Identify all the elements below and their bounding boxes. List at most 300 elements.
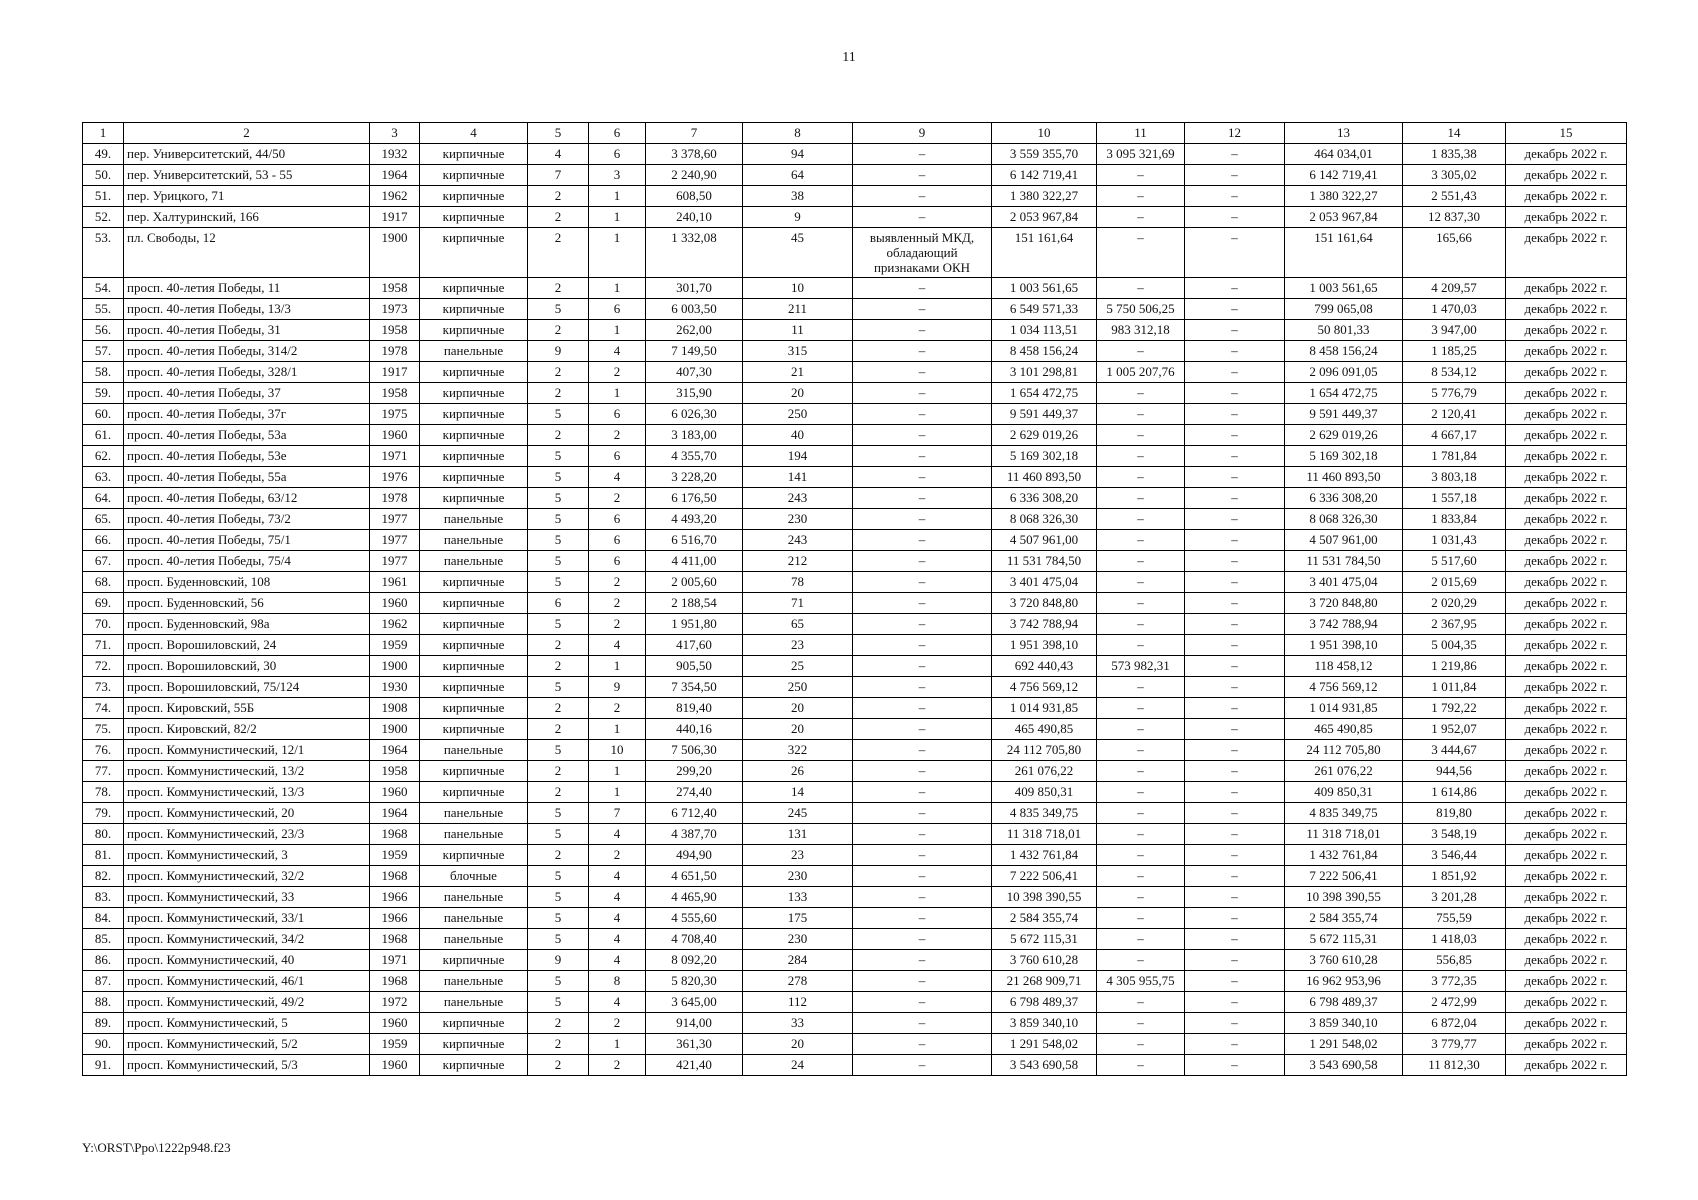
table-cell: – bbox=[1185, 677, 1285, 698]
table-cell: – bbox=[1097, 950, 1185, 971]
table-cell: – bbox=[1097, 425, 1185, 446]
table-cell: – bbox=[1097, 1055, 1185, 1076]
table-cell: 50. bbox=[83, 165, 124, 186]
table-cell: 51. bbox=[83, 186, 124, 207]
table-cell: 1968 bbox=[370, 971, 420, 992]
table-cell: 5 517,60 bbox=[1403, 551, 1506, 572]
table-cell: 3 201,28 bbox=[1403, 887, 1506, 908]
table-cell: 45 bbox=[743, 228, 853, 278]
table-cell: 24 bbox=[743, 1055, 853, 1076]
address-cell: просп. Коммунистический, 3 bbox=[124, 845, 370, 866]
table-cell: 2 bbox=[528, 719, 589, 740]
table-cell: 26 bbox=[743, 761, 853, 782]
table-cell: 4 bbox=[589, 887, 646, 908]
table-cell: 1962 bbox=[370, 186, 420, 207]
table-cell: 89. bbox=[83, 1013, 124, 1034]
table-cell: декабрь 2022 г. bbox=[1506, 614, 1627, 635]
table-cell: – bbox=[1097, 383, 1185, 404]
table-cell: 4 835 349,75 bbox=[992, 803, 1097, 824]
table-cell: – bbox=[1097, 677, 1185, 698]
table-cell: кирпичные bbox=[420, 950, 528, 971]
table-cell: – bbox=[853, 656, 992, 677]
table-cell: – bbox=[1185, 1013, 1285, 1034]
table-cell: кирпичные bbox=[420, 228, 528, 278]
table-cell: 6 872,04 bbox=[1403, 1013, 1506, 1034]
table-cell: 1 951 398,10 bbox=[1285, 635, 1403, 656]
table-cell: 2 bbox=[528, 698, 589, 719]
address-cell: просп. Коммунистический, 32/2 bbox=[124, 866, 370, 887]
table-cell: – bbox=[853, 446, 992, 467]
table-cell: кирпичные bbox=[420, 782, 528, 803]
table-cell: – bbox=[1185, 656, 1285, 677]
table-cell: – bbox=[1185, 446, 1285, 467]
table-cell: 4 507 961,00 bbox=[1285, 530, 1403, 551]
table-cell: – bbox=[1185, 228, 1285, 278]
table-row bbox=[83, 635, 1627, 656]
table-cell: 1977 bbox=[370, 509, 420, 530]
table-cell: 5 bbox=[528, 509, 589, 530]
table-cell: 4 bbox=[589, 908, 646, 929]
table-row bbox=[83, 488, 1627, 509]
table-cell: 11 531 784,50 bbox=[992, 551, 1097, 572]
header-cell: 14 bbox=[1403, 123, 1506, 144]
table-header-row bbox=[83, 123, 1627, 144]
table-cell: – bbox=[853, 404, 992, 425]
address-cell: просп. 40-летия Победы, 328/1 bbox=[124, 362, 370, 383]
table-cell: 5 bbox=[528, 572, 589, 593]
table-cell: – bbox=[853, 425, 992, 446]
table-cell: декабрь 2022 г. bbox=[1506, 971, 1627, 992]
table-cell: 2 bbox=[528, 761, 589, 782]
table-cell: 66. bbox=[83, 530, 124, 551]
table-cell: 1966 bbox=[370, 887, 420, 908]
table-cell: – bbox=[1097, 761, 1185, 782]
table-cell: кирпичные bbox=[420, 446, 528, 467]
table-cell: 1 011,84 bbox=[1403, 677, 1506, 698]
address-cell: пер. Университетский, 53 - 55 bbox=[124, 165, 370, 186]
table-cell: 11 318 718,01 bbox=[1285, 824, 1403, 845]
address-cell: просп. Ворошиловский, 75/124 bbox=[124, 677, 370, 698]
table-cell: 1930 bbox=[370, 677, 420, 698]
address-cell: просп. Коммунистический, 33/1 bbox=[124, 908, 370, 929]
table-cell: 3 401 475,04 bbox=[1285, 572, 1403, 593]
table-cell: 1961 bbox=[370, 572, 420, 593]
table-cell: 3 401 475,04 bbox=[992, 572, 1097, 593]
address-cell: просп. 40-летия Победы, 55а bbox=[124, 467, 370, 488]
address-cell: просп. 40-летия Победы, 37г bbox=[124, 404, 370, 425]
table-cell: панельные bbox=[420, 740, 528, 761]
table-cell: – bbox=[1097, 719, 1185, 740]
table-cell: 1958 bbox=[370, 320, 420, 341]
table-cell: 819,40 bbox=[646, 698, 743, 719]
table-cell: 5 bbox=[528, 866, 589, 887]
address-cell: просп. Кировский, 55Б bbox=[124, 698, 370, 719]
table-cell: 692 440,43 bbox=[992, 656, 1097, 677]
table-cell: 2 bbox=[528, 320, 589, 341]
table-cell: 5 bbox=[528, 467, 589, 488]
table-cell: 61. bbox=[83, 425, 124, 446]
table-cell: 5 004,35 bbox=[1403, 635, 1506, 656]
table-cell: 4 555,60 bbox=[646, 908, 743, 929]
table-cell: 230 bbox=[743, 509, 853, 530]
table-cell: 315,90 bbox=[646, 383, 743, 404]
table-cell: – bbox=[1185, 887, 1285, 908]
table-cell: 1960 bbox=[370, 782, 420, 803]
table-row bbox=[83, 207, 1627, 228]
table-cell: 4 387,70 bbox=[646, 824, 743, 845]
table-cell: 5 bbox=[528, 740, 589, 761]
table-cell: 11 531 784,50 bbox=[1285, 551, 1403, 572]
table-cell: 23 bbox=[743, 635, 853, 656]
table-cell: 6 336 308,20 bbox=[1285, 488, 1403, 509]
table-cell: 3 183,00 bbox=[646, 425, 743, 446]
table-cell: кирпичные bbox=[420, 761, 528, 782]
table-cell: – bbox=[1097, 635, 1185, 656]
table-cell: 465 490,85 bbox=[992, 719, 1097, 740]
table-cell: 7 222 506,41 bbox=[992, 866, 1097, 887]
table-cell: 112 bbox=[743, 992, 853, 1013]
table-cell: 14 bbox=[743, 782, 853, 803]
table-cell: 8 458 156,24 bbox=[1285, 341, 1403, 362]
table-row bbox=[83, 467, 1627, 488]
address-cell: просп. Коммунистический, 5/2 bbox=[124, 1034, 370, 1055]
table-cell: 1959 bbox=[370, 635, 420, 656]
table-row bbox=[83, 887, 1627, 908]
table-cell: – bbox=[1097, 845, 1185, 866]
table-cell: 243 bbox=[743, 530, 853, 551]
table-cell: 3 760 610,28 bbox=[992, 950, 1097, 971]
table-cell: 1959 bbox=[370, 1034, 420, 1055]
table-cell: – bbox=[1185, 782, 1285, 803]
table-cell: – bbox=[1185, 740, 1285, 761]
table-cell: 4 bbox=[589, 824, 646, 845]
table-cell: 11 318 718,01 bbox=[992, 824, 1097, 845]
table-cell: 86. bbox=[83, 950, 124, 971]
table-cell: 944,56 bbox=[1403, 761, 1506, 782]
table-cell: 58. bbox=[83, 362, 124, 383]
table-cell: 4 bbox=[589, 866, 646, 887]
table-cell: 3 543 690,58 bbox=[992, 1055, 1097, 1076]
table-cell: 755,59 bbox=[1403, 908, 1506, 929]
table-cell: 4 bbox=[589, 341, 646, 362]
table-cell: 2 015,69 bbox=[1403, 572, 1506, 593]
table-cell: – bbox=[1097, 593, 1185, 614]
table-cell: 2 bbox=[528, 228, 589, 278]
table-cell: 80. bbox=[83, 824, 124, 845]
table-cell: 1908 bbox=[370, 698, 420, 719]
table-row bbox=[83, 299, 1627, 320]
table-cell: кирпичные bbox=[420, 278, 528, 299]
table-row bbox=[83, 509, 1627, 530]
address-cell: пер. Университетский, 44/50 bbox=[124, 144, 370, 165]
table-cell: кирпичные bbox=[420, 572, 528, 593]
table-cell: 2 bbox=[589, 593, 646, 614]
table-cell: – bbox=[1185, 551, 1285, 572]
table-cell: 3 742 788,94 bbox=[1285, 614, 1403, 635]
table-cell: 284 bbox=[743, 950, 853, 971]
table-row bbox=[83, 698, 1627, 719]
table-cell: кирпичные bbox=[420, 320, 528, 341]
table-cell: – bbox=[1097, 992, 1185, 1013]
table-cell: 6 bbox=[589, 509, 646, 530]
table-cell: 1 034 113,51 bbox=[992, 320, 1097, 341]
table-cell: панельные bbox=[420, 551, 528, 572]
table-cell: 5 bbox=[528, 551, 589, 572]
table-cell: 88. bbox=[83, 992, 124, 1013]
table-cell: 1 380 322,27 bbox=[1285, 186, 1403, 207]
table-cell: декабрь 2022 г. bbox=[1506, 320, 1627, 341]
table-cell: 245 bbox=[743, 803, 853, 824]
table-cell: кирпичные bbox=[420, 467, 528, 488]
table-cell: – bbox=[1097, 1013, 1185, 1034]
table-cell: – bbox=[1185, 186, 1285, 207]
table-cell: декабрь 2022 г. bbox=[1506, 509, 1627, 530]
table-cell: 409 850,31 bbox=[1285, 782, 1403, 803]
table-cell: – bbox=[1185, 992, 1285, 1013]
table-cell: 2 bbox=[528, 425, 589, 446]
table-cell: 250 bbox=[743, 677, 853, 698]
header-cell: 13 bbox=[1285, 123, 1403, 144]
table-cell: 2 bbox=[528, 635, 589, 656]
table-cell: 3 645,00 bbox=[646, 992, 743, 1013]
table-cell: 2 584 355,74 bbox=[992, 908, 1097, 929]
table-cell: – bbox=[853, 740, 992, 761]
table-cell: 1 bbox=[589, 383, 646, 404]
table-cell: 59. bbox=[83, 383, 124, 404]
table-cell: 1 291 548,02 bbox=[1285, 1034, 1403, 1055]
table-cell: – bbox=[1097, 207, 1185, 228]
table-cell: декабрь 2022 г. bbox=[1506, 866, 1627, 887]
table-cell: – bbox=[853, 207, 992, 228]
table-cell: 6 712,40 bbox=[646, 803, 743, 824]
table-cell: 1 bbox=[589, 656, 646, 677]
table-cell: 1 614,86 bbox=[1403, 782, 1506, 803]
table-cell: 1968 bbox=[370, 929, 420, 950]
table-body bbox=[83, 123, 1627, 1076]
table-cell: 3 772,35 bbox=[1403, 971, 1506, 992]
address-cell: просп. Ворошиловский, 30 bbox=[124, 656, 370, 677]
table-cell: 7 bbox=[528, 165, 589, 186]
table-cell: 5 672 115,31 bbox=[992, 929, 1097, 950]
table-cell: 1 003 561,65 bbox=[992, 278, 1097, 299]
table-cell: 1 380 322,27 bbox=[992, 186, 1097, 207]
table-cell: кирпичные bbox=[420, 677, 528, 698]
table-cell: 5 bbox=[528, 971, 589, 992]
table-cell: кирпичные bbox=[420, 383, 528, 404]
table-cell: 4 507 961,00 bbox=[992, 530, 1097, 551]
table-cell: – bbox=[1185, 278, 1285, 299]
table-cell: 1 470,03 bbox=[1403, 299, 1506, 320]
address-cell: просп. 40-летия Победы, 73/2 bbox=[124, 509, 370, 530]
table-cell: декабрь 2022 г. bbox=[1506, 299, 1627, 320]
address-cell: просп. Коммунистический, 40 bbox=[124, 950, 370, 971]
header-cell: 15 bbox=[1506, 123, 1627, 144]
table-row bbox=[83, 530, 1627, 551]
table-cell: 52. bbox=[83, 207, 124, 228]
table-cell: 6 336 308,20 bbox=[992, 488, 1097, 509]
address-cell: просп. 40-летия Победы, 13/3 bbox=[124, 299, 370, 320]
table-cell: – bbox=[853, 887, 992, 908]
table-cell: 1917 bbox=[370, 207, 420, 228]
table-cell: 56. bbox=[83, 320, 124, 341]
table-cell: 3 720 848,80 bbox=[1285, 593, 1403, 614]
table-row bbox=[83, 782, 1627, 803]
table-cell: 2 bbox=[528, 656, 589, 677]
table-cell: – bbox=[853, 383, 992, 404]
table-cell: 1 bbox=[589, 207, 646, 228]
table-cell: кирпичные bbox=[420, 425, 528, 446]
table-cell: панельные bbox=[420, 341, 528, 362]
table-cell: – bbox=[853, 971, 992, 992]
address-cell: просп. Буденновский, 98а bbox=[124, 614, 370, 635]
table-cell: декабрь 2022 г. bbox=[1506, 1013, 1627, 1034]
table-cell: 819,80 bbox=[1403, 803, 1506, 824]
table-cell: декабрь 2022 г. bbox=[1506, 278, 1627, 299]
table-cell: 1968 bbox=[370, 824, 420, 845]
address-cell: просп. Коммунистический, 34/2 bbox=[124, 929, 370, 950]
table-cell: 4 bbox=[589, 929, 646, 950]
table-cell: декабрь 2022 г. bbox=[1506, 488, 1627, 509]
table-cell: – bbox=[1097, 887, 1185, 908]
table-cell: 77. bbox=[83, 761, 124, 782]
table-cell: – bbox=[1185, 207, 1285, 228]
table-cell: 1977 bbox=[370, 551, 420, 572]
table-cell: 1 792,22 bbox=[1403, 698, 1506, 719]
table-cell: 1 bbox=[589, 782, 646, 803]
table-cell: кирпичные bbox=[420, 207, 528, 228]
table-cell: 4 355,70 bbox=[646, 446, 743, 467]
table-cell: 6 026,30 bbox=[646, 404, 743, 425]
table-cell: 6 142 719,41 bbox=[992, 165, 1097, 186]
table-cell: 1 432 761,84 bbox=[992, 845, 1097, 866]
table-cell: 10 398 390,55 bbox=[992, 887, 1097, 908]
table-cell: 9 bbox=[528, 341, 589, 362]
address-cell: просп. Коммунистический, 13/3 bbox=[124, 782, 370, 803]
address-cell: просп. 40-летия Победы, 314/2 bbox=[124, 341, 370, 362]
table-cell: 73. bbox=[83, 677, 124, 698]
table-cell: 2 053 967,84 bbox=[992, 207, 1097, 228]
table-cell: 4 465,90 bbox=[646, 887, 743, 908]
table-cell: 2 bbox=[528, 1013, 589, 1034]
table-cell: 5 820,30 bbox=[646, 971, 743, 992]
table-cell: 5 bbox=[528, 488, 589, 509]
table-cell: – bbox=[853, 341, 992, 362]
table-cell: 421,40 bbox=[646, 1055, 743, 1076]
table-cell: 464 034,01 bbox=[1285, 144, 1403, 165]
table-cell: декабрь 2022 г. bbox=[1506, 824, 1627, 845]
table-cell: 1900 bbox=[370, 719, 420, 740]
table-cell: 361,30 bbox=[646, 1034, 743, 1055]
table-cell: кирпичные bbox=[420, 186, 528, 207]
table-cell: – bbox=[1185, 929, 1285, 950]
table-cell: 9 bbox=[528, 950, 589, 971]
table-cell: 799 065,08 bbox=[1285, 299, 1403, 320]
table-cell: декабрь 2022 г. bbox=[1506, 845, 1627, 866]
table-cell: 4 209,57 bbox=[1403, 278, 1506, 299]
table-cell: 2 bbox=[528, 278, 589, 299]
table-cell: – bbox=[1097, 228, 1185, 278]
table-cell: – bbox=[1097, 530, 1185, 551]
table-cell: – bbox=[1097, 824, 1185, 845]
table-cell: – bbox=[853, 845, 992, 866]
table-cell: 230 bbox=[743, 929, 853, 950]
table-row bbox=[83, 404, 1627, 425]
table-cell: 2 367,95 bbox=[1403, 614, 1506, 635]
table-cell: – bbox=[1097, 488, 1185, 509]
table-cell: 40 bbox=[743, 425, 853, 446]
table-cell: декабрь 2022 г. bbox=[1506, 908, 1627, 929]
table-cell: – bbox=[1185, 509, 1285, 530]
table-cell: 5 bbox=[528, 614, 589, 635]
table-cell: 7 506,30 bbox=[646, 740, 743, 761]
table-cell: 85. bbox=[83, 929, 124, 950]
table-row bbox=[83, 929, 1627, 950]
address-cell: просп. Буденновский, 108 bbox=[124, 572, 370, 593]
table-cell: 5 bbox=[528, 530, 589, 551]
table-row bbox=[83, 572, 1627, 593]
table-cell: декабрь 2022 г. bbox=[1506, 530, 1627, 551]
table-cell: 165,66 bbox=[1403, 228, 1506, 278]
table-cell: – bbox=[1185, 530, 1285, 551]
table-cell: 2 bbox=[528, 1055, 589, 1076]
address-cell: просп. Кировский, 82/2 bbox=[124, 719, 370, 740]
table-cell: панельные bbox=[420, 929, 528, 950]
header-cell: 6 bbox=[589, 123, 646, 144]
table-cell: 1973 bbox=[370, 299, 420, 320]
table-cell: панельные bbox=[420, 887, 528, 908]
table-cell: – bbox=[1185, 593, 1285, 614]
table-cell: 49. bbox=[83, 144, 124, 165]
table-cell: – bbox=[1185, 908, 1285, 929]
table-cell: декабрь 2022 г. bbox=[1506, 887, 1627, 908]
table-row bbox=[83, 950, 1627, 971]
table-cell: 1900 bbox=[370, 656, 420, 677]
table-cell: 3 546,44 bbox=[1403, 845, 1506, 866]
address-cell: просп. Коммунистический, 49/2 bbox=[124, 992, 370, 1013]
table-cell: декабрь 2022 г. bbox=[1506, 656, 1627, 677]
table-cell: 4 756 569,12 bbox=[1285, 677, 1403, 698]
table-cell: кирпичные bbox=[420, 144, 528, 165]
table-cell: – bbox=[1097, 614, 1185, 635]
table-cell: 3 543 690,58 bbox=[1285, 1055, 1403, 1076]
table-cell: 71. bbox=[83, 635, 124, 656]
table-row bbox=[83, 165, 1627, 186]
table-cell: 608,50 bbox=[646, 186, 743, 207]
table-cell: 905,50 bbox=[646, 656, 743, 677]
table-cell: 1 432 761,84 bbox=[1285, 845, 1403, 866]
table-cell: 1 014 931,85 bbox=[992, 698, 1097, 719]
table-cell: 33 bbox=[743, 1013, 853, 1034]
table-cell: – bbox=[1097, 165, 1185, 186]
table-cell: – bbox=[853, 144, 992, 165]
table-cell: 914,00 bbox=[646, 1013, 743, 1034]
table-cell: – bbox=[853, 488, 992, 509]
table-cell: 2 053 967,84 bbox=[1285, 207, 1403, 228]
table-cell: 4 667,17 bbox=[1403, 425, 1506, 446]
table-cell: декабрь 2022 г. bbox=[1506, 362, 1627, 383]
table-cell: 278 bbox=[743, 971, 853, 992]
table-cell: – bbox=[853, 950, 992, 971]
table-cell: 1978 bbox=[370, 341, 420, 362]
table-cell: панельные bbox=[420, 530, 528, 551]
table-cell: декабрь 2022 г. bbox=[1506, 228, 1627, 278]
header-cell: 1 bbox=[83, 123, 124, 144]
table-cell: 11 812,30 bbox=[1403, 1055, 1506, 1076]
table-cell: 8 068 326,30 bbox=[992, 509, 1097, 530]
table-cell: кирпичные bbox=[420, 635, 528, 656]
table-cell: 5 bbox=[528, 404, 589, 425]
table-row bbox=[83, 824, 1627, 845]
